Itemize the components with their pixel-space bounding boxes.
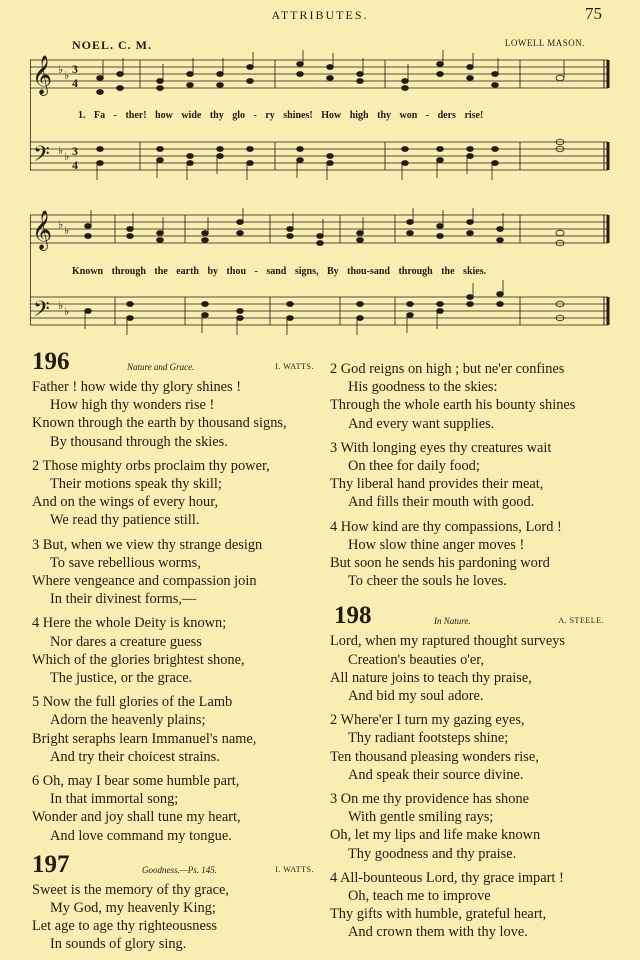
verse-line: Oh, teach me to improve: [348, 888, 491, 905]
hymn-197: [32, 851, 322, 954]
verse-line: Thy radiant footsteps shine;: [348, 730, 509, 747]
hymn-author: I. WATTS.: [275, 362, 314, 371]
verse-line: Through the whole earth his bounty shines: [330, 397, 576, 414]
verse-line: Bright seraphs learn Immanuel's name,: [32, 730, 257, 747]
verse-line: How high thy wonders rise !: [50, 397, 215, 414]
music-system-1: [30, 50, 610, 195]
page-header-title: ATTRIBUTES.: [271, 8, 369, 22]
verse-line: 3 On me thy providence has shone: [330, 791, 530, 808]
svg-text:♭: ♭: [64, 225, 70, 237]
verse-line: His goodness to the skies:: [348, 379, 498, 396]
verse-line: 4 Here the whole Deity is known;: [32, 615, 227, 632]
verse-line: All nature joins to teach thy praise,: [330, 669, 532, 686]
verse-line: Which of the glories brightest shone,: [32, 651, 245, 668]
hymn-subtitle: Goodness.—Ps. 145.: [142, 864, 218, 875]
verse-line: Their motions speak thy skill;: [50, 476, 222, 493]
verse-line: By thousand through the skies.: [50, 433, 228, 450]
verse-line: And crown them with thy love.: [348, 924, 528, 941]
svg-text:𝄢: 𝄢: [33, 142, 50, 172]
verse: [32, 536, 322, 609]
svg-text:4: 4: [72, 76, 78, 90]
verse-line: How slow thine anger moves !: [348, 536, 525, 553]
verse-line: 2 God reigns on high ; but ne'er confines: [330, 361, 565, 377]
verse-line: To cheer the souls he loves.: [348, 573, 507, 590]
verse-line: We read thy patience still.: [50, 512, 200, 529]
verse: [32, 614, 322, 687]
verse-line: Wonder and joy shall tune my heart,: [32, 809, 241, 826]
hymn-subtitle: Nature and Grace.: [127, 362, 195, 372]
verse-line: My God, my heavenly King;: [50, 900, 216, 917]
hymn-number: 196: [32, 348, 70, 375]
verse-line: Creation's beauties o'er,: [348, 651, 485, 668]
svg-text:♭: ♭: [58, 300, 64, 312]
verse: [32, 693, 322, 766]
hymn-number: 198: [334, 602, 372, 630]
verse: [330, 632, 620, 705]
verse: [330, 360, 620, 433]
svg-text:♭: ♭: [58, 219, 64, 231]
tune-name: NOEL. C. M.: [72, 38, 152, 52]
verse: [32, 457, 322, 530]
hymn-subtitle: In Nature.: [434, 616, 471, 627]
verse-line: And bid my soul adore.: [348, 688, 484, 705]
svg-text:3: 3: [72, 144, 78, 158]
verse-line: 5 Now the full glories of the Lamb: [32, 694, 233, 711]
verse-line: But soon he sends his pardoning word: [330, 555, 550, 572]
verse-line: Sweet is the memory of thy grace,: [32, 881, 230, 898]
tune-lyrics-line-1: 1. Fa - ther! how wide thy glo - ry shines! How high thy won - ders rise!: [78, 110, 484, 121]
verse-line: Father ! how wide thy glory shines !: [32, 379, 242, 395]
verse-line: To save rebellious worms,: [50, 554, 201, 571]
verse-line: Adorn the heavenly plains;: [50, 712, 206, 729]
verse: [330, 790, 620, 863]
hymn-number: 197: [32, 850, 70, 878]
tune-composer: LOWELL MASON.: [504, 38, 585, 48]
verse-line: Nor dares a creature guess: [50, 633, 202, 650]
verse-line: And love command my tongue.: [50, 827, 232, 844]
verse-line: 2 Where'er I turn my gazing eyes,: [330, 712, 525, 729]
verse: [32, 378, 322, 451]
tune-lyrics-line-2: Known through the earth by thou - sand signs, By thou-sand through the skies.: [72, 266, 487, 277]
hymn-author: A. STEELE.: [558, 616, 604, 626]
verse-line: 6 Oh, may I bear some humble part,: [32, 773, 240, 790]
verse-line: And speak their source divine.: [348, 766, 524, 783]
verse-line: On thee for daily food;: [348, 458, 480, 475]
verse-line: Ten thousand pleasing wonders rise,: [330, 748, 539, 765]
verse-line: Let age to age thy righteousness: [32, 918, 218, 935]
verse-line: In their divinest forms,—: [50, 591, 197, 608]
verse-line: In that immortal song;: [50, 791, 179, 808]
svg-text:𝄞: 𝄞: [32, 210, 53, 250]
verse-line: Oh, let my lips and life make known: [330, 827, 541, 844]
hymn-197-continued: [330, 360, 620, 590]
verse-line: Thy goodness and thy praise.: [348, 845, 517, 862]
svg-text:3: 3: [72, 62, 78, 76]
hymn-column-left: [32, 348, 322, 960]
hymn-196: [32, 348, 322, 845]
verse-line: 4 How kind are thy compassions, Lord !: [330, 518, 562, 535]
verse-line: And every want supplies.: [348, 415, 495, 432]
verse-line: Thy gifts with humble, grateful heart,: [330, 906, 547, 923]
hymn-198: [330, 602, 620, 941]
verse-line: The justice, or the grace.: [50, 670, 193, 687]
verse: [330, 518, 620, 591]
verse-line: Thy liberal hand provides their meat,: [330, 476, 544, 493]
verse: [32, 881, 322, 954]
hymn-column-right: [330, 360, 620, 948]
verse: [330, 711, 620, 784]
verse-line: Known through the earth by thousand signs,: [32, 415, 287, 432]
svg-text:♭: ♭: [64, 70, 70, 82]
verse-line: 2 Those mighty orbs proclaim thy power,: [32, 457, 270, 474]
verse: [330, 869, 620, 942]
verse-line: And try their choicest strains.: [50, 748, 220, 765]
verse-line: 3 With longing eyes thy creatures wait: [330, 439, 552, 456]
page-number: 75: [585, 4, 602, 23]
verse-line: In sounds of glory sing.: [50, 936, 187, 953]
verse-line: And fills their mouth with good.: [348, 494, 535, 511]
music-score-image: [30, 50, 610, 195]
verse: [32, 772, 322, 845]
verse-line: And on the wings of every hour,: [32, 494, 219, 511]
svg-text:♭: ♭: [64, 306, 70, 318]
verse: [330, 439, 620, 512]
verse-line: 4 All-bounteous Lord, thy grace impart !: [330, 869, 564, 886]
svg-text:♭: ♭: [58, 64, 64, 76]
svg-text:𝄞: 𝄞: [32, 55, 53, 95]
verse-line: 3 But, when we view thy strange design: [32, 536, 263, 553]
verse-line: Where vengeance and compassion join: [32, 573, 257, 590]
verse-line: Lord, when my raptured thought surveys: [330, 633, 566, 650]
svg-text:♭: ♭: [64, 151, 70, 163]
hymn-author: I. WATTS.: [275, 864, 314, 874]
svg-text:4: 4: [72, 158, 78, 172]
svg-text:♭: ♭: [58, 145, 64, 157]
svg-text:𝄢: 𝄢: [33, 297, 50, 327]
verse-line: With gentle smiling rays;: [348, 809, 494, 826]
